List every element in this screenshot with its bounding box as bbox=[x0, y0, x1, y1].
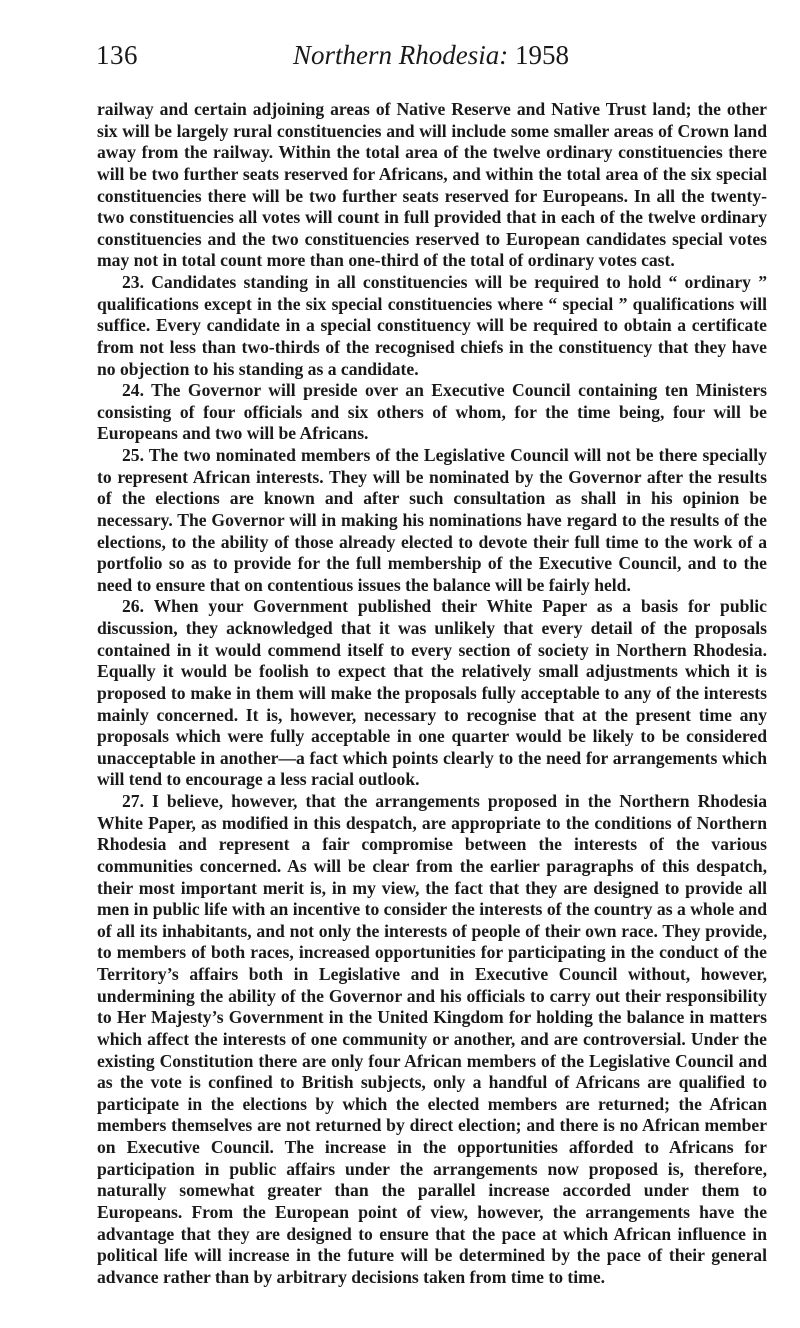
paragraph-text: The two nominated members of the Legislative Council will not be there specially to represent African interests. They will be nominated by the Governor after the results of the elections are known and after such consultation as shall in his opinion be necessary. The Governor will in making his nominations have regard to the results of the elections, to the ability of those already elected to devote their full time to the work of a portfolio so as to provide for the full membership of the Executive Council, and to the need to ensure that on contentious issues the balance will be fairly held. bbox=[97, 445, 767, 595]
paragraph-number: 26. bbox=[122, 596, 144, 617]
paragraph-24 bbox=[97, 380, 767, 445]
paragraph-text: The Governor will preside over an Executive Council containing ten Ministers consisting of four officials and six others of whom, for the time being, four will be Europeans and two will be Africans. bbox=[97, 380, 767, 444]
running-title bbox=[96, 40, 766, 71]
paragraph-text: I believe, however, that the arrangements proposed in the Northern Rhodesia White Paper, as modified in this despatch, are appropriate to the conditions of Northern Rhodesia and represent a fair compromise between the interests of the various communities concerned. As will be clear from the earlier paragraphs of this despatch, their most important merit is, in my view, the fact that they are designed to provide all men in public life with an incentive to consider the interests of the country as a whole and of all its inhabitants, and not only the interests of people of their own race. They provide, to members of both races, increased opportunities for participating in the conduct of the Territory’s affairs both in Legislative and in Executive Council without, however, undermining the ability of the Governor and his officials to carry out their responsibility to Her Majesty’s Government in the United Kingdom for holding the balance in matters which affect the interests of one community or another, and are controversial. Under the existing Constitution there are only four African members of the Legislative Council and as the vote is confined to British subjects, only a handful of Africans are qualified to participate in the elections by which the elected members are returned; the African members themselves are not returned by direct election; and there is no African member on Executive Council. The increase in the opportunities afforded to Africans for participation in public affairs under the arrangements now proposed is, therefore, naturally somewhat greater than the parallel increase accorded under them to Europeans. From the European point of view, however, the arrangements have the advantage that they are designed to ensure that the pace at which African influence in political life will increase in the future will be determined by the pace of their general advance rather than by arbitrary decisions taken from time to time. bbox=[97, 791, 768, 1287]
paragraph-text: Candidates standing in all constituencies will be required to hold “ ordinary ” qualifications except in the six special constituencies where “ special ” qualifications will suffice. Every candidate in a special constituency will be required to obtain a certificate from not less than two-thirds of the recognised chiefs in the constituency that they have no objection to his standing as a candidate. bbox=[97, 272, 767, 379]
body-text bbox=[97, 99, 767, 1288]
running-head bbox=[96, 40, 766, 80]
paragraph-27 bbox=[97, 791, 767, 1288]
paragraph-25 bbox=[97, 445, 767, 596]
running-title-year: 1958 bbox=[515, 40, 569, 70]
running-title-text: Northern Rhodesia: bbox=[293, 40, 509, 70]
paragraph-23 bbox=[97, 272, 767, 380]
paragraph-number: 23. bbox=[122, 272, 144, 292]
paragraph-number: 24. bbox=[122, 380, 144, 401]
paragraph-number: 25. bbox=[122, 445, 144, 465]
paragraph-number: 27. bbox=[122, 791, 144, 811]
paragraph-26 bbox=[97, 596, 767, 791]
page-number: 136 bbox=[96, 40, 138, 70]
paragraph-text: When your Government published their White Paper as a basis for public discussion, they acknowledged that it was unlikely that every detail of the proposals contained in it would commend itself to every section of society in Northern Rhodesia. Equally it would be foolish to expect that the relatively small adjustments which it is proposed to make in them will make the proposals fully acceptable to any of the interests mainly concerned. It is, however, necessary to recognise that at the present time any proposals which were fully acceptable in one quarter would be likely to be considered unacceptable in another—a fact which points clearly to the need for arrangements which will tend to encourage a less racial outlook. bbox=[97, 596, 767, 790]
paragraph-continued bbox=[97, 99, 767, 272]
paragraph-text: railway and certain adjoining areas of Native Reserve and Native Trust land; the other six will be largely rural constituencies and will include some smaller areas of Crown land away from the railway. Within the total area of the twelve ordinary constituencies there will be two further seats reserved for Africans, and within the total area of the six special constituencies there will be two further seats reserved for Europeans. In all the twenty-two constituencies all votes will count in full provided that in each of the twelve ordinary constituencies and the two constituencies reserved to European candidates special votes may not in total count more than one-third of the total of ordinary votes cast. bbox=[97, 99, 767, 271]
